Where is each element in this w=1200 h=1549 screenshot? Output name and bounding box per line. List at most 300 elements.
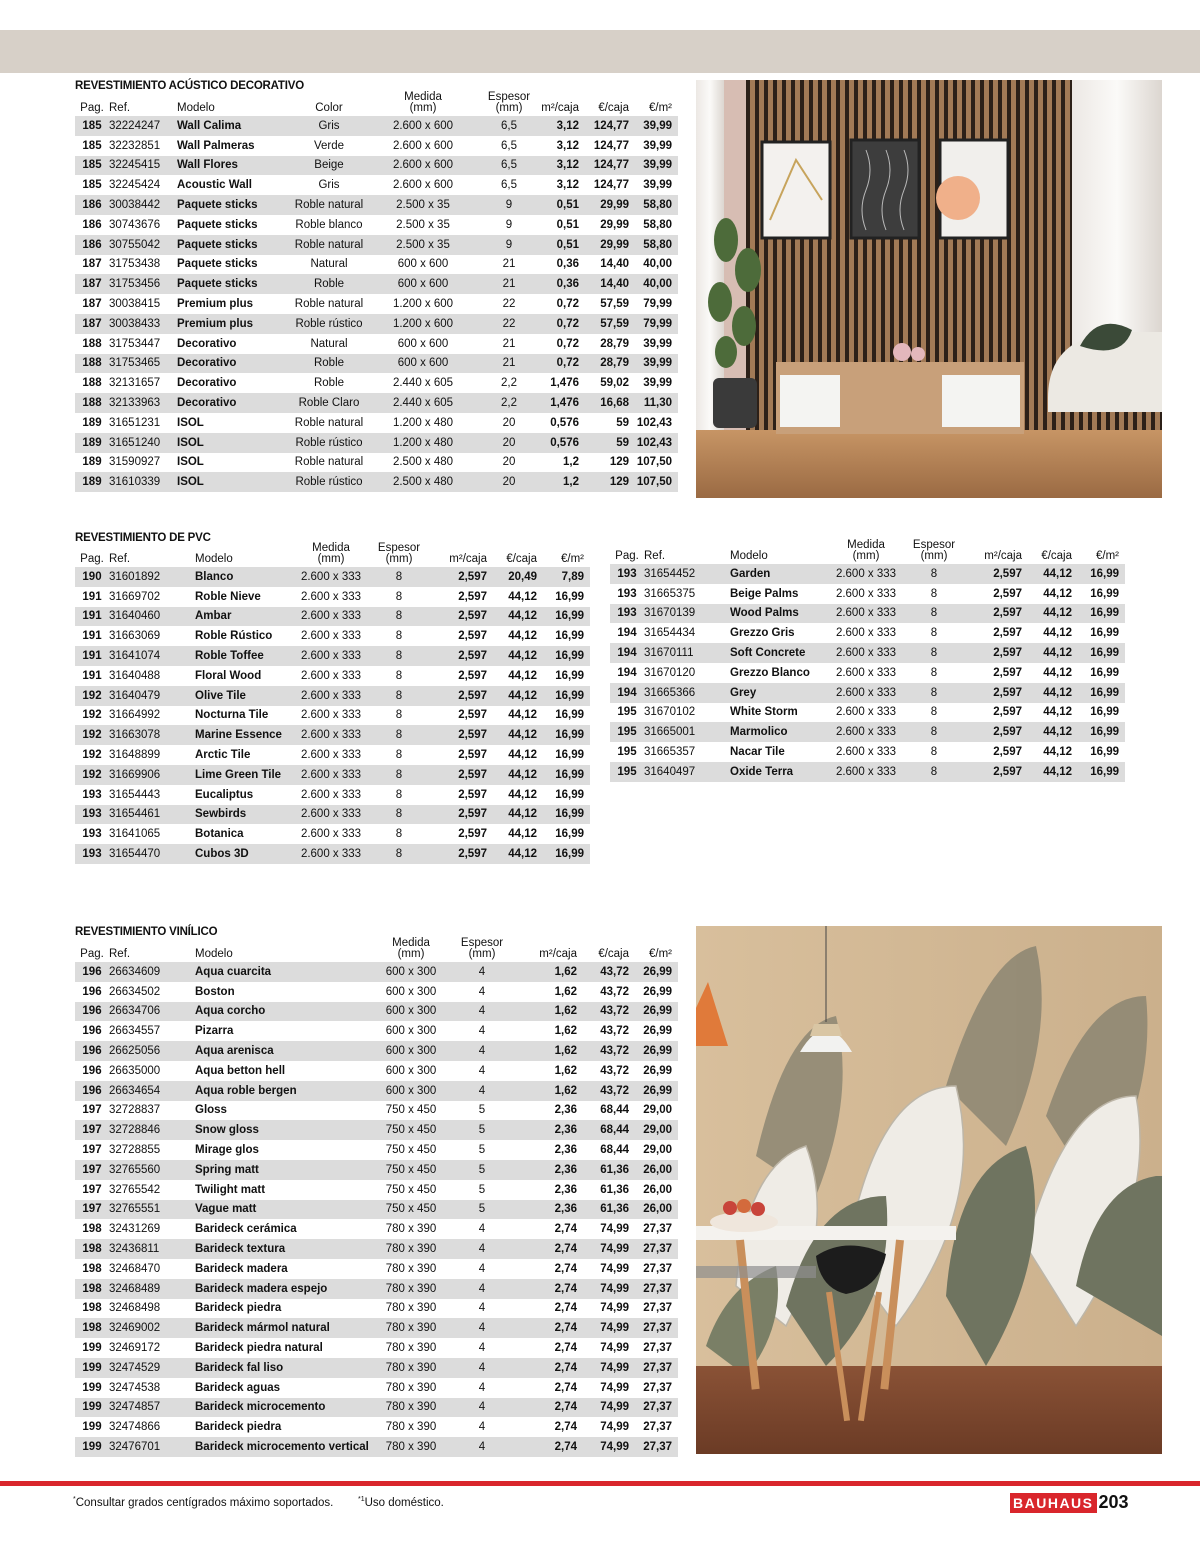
table-cell: 31654443 — [109, 788, 161, 801]
table-cell: 2.440 x 605 — [369, 393, 477, 413]
table-cell: 195 — [610, 762, 644, 782]
table-cell: 188 — [82, 377, 102, 390]
table-cell: 198 — [82, 1262, 102, 1275]
table-cell: 27,37 — [629, 1358, 678, 1378]
table-cell: 780 x 390 — [373, 1437, 449, 1457]
table-cell: 124,77 — [593, 179, 629, 192]
table-cell: 193 — [610, 604, 644, 624]
table-cell: Premium plus — [177, 298, 254, 311]
table-cell: Barideck cerámica — [195, 1223, 297, 1236]
footnote-domestic: $^{*1}$Uso doméstico. — [358, 1496, 444, 1509]
table-cell: 2,597 — [964, 683, 1022, 703]
col-medida: Medida (mm) — [392, 937, 430, 960]
table-cell: 26,99 — [643, 1025, 672, 1038]
table-cell: Gris — [318, 179, 340, 192]
table-cell: 188 — [82, 337, 102, 350]
table-cell: 8 — [904, 683, 964, 703]
table-cell: 31601892 — [109, 567, 195, 587]
table-cell: 188 — [75, 354, 109, 374]
table-cell: 600 x 600 — [397, 258, 449, 271]
table-cell: 0,72 — [556, 337, 579, 350]
table-cell: 7,89 — [537, 567, 590, 587]
table-cell: 2,597 — [429, 686, 487, 706]
table-cell: 30755042 — [109, 235, 177, 255]
table-cell: Barideck mármol natural — [195, 1318, 373, 1338]
table-cell: 5 — [449, 1120, 515, 1140]
table-cell: 30038433 — [109, 314, 177, 334]
table-cell: 2,597 — [964, 604, 1022, 624]
col-m2: m²/caja — [984, 550, 1022, 562]
table-cell: Nacar Tile — [730, 746, 785, 759]
table-cell: 2.600 x 333 — [300, 749, 362, 762]
table-cell: 3,12 — [556, 179, 579, 192]
table-cell: 2.600 x 333 — [835, 627, 897, 640]
table-cell: 2.500 x 480 — [369, 472, 477, 492]
table-cell: 39,99 — [629, 354, 678, 374]
table-cell: 16,99 — [537, 725, 590, 745]
table-row — [75, 626, 590, 646]
col-ecaja: €/caja — [1041, 550, 1072, 562]
section-title-acoustic: REVESTIMIENTO ACÚSTICO DECORATIVO — [75, 80, 304, 92]
table-cell: 32431269 — [109, 1223, 161, 1236]
table-cell: 2,2 — [501, 377, 517, 390]
table-cell: 8 — [930, 666, 938, 679]
table-row — [75, 982, 678, 1002]
table-cell: 26635000 — [109, 1064, 161, 1077]
table-cell: 16,99 — [1072, 604, 1125, 624]
footer-divider — [0, 1481, 1200, 1486]
table-cell: 2,597 — [993, 627, 1022, 640]
table-cell: 44,12 — [1043, 706, 1072, 719]
table-cell: Natural — [310, 337, 348, 350]
table-cell: 107,50 — [629, 472, 678, 492]
table-cell: 193 — [82, 828, 102, 841]
table-cell: 2.600 x 600 — [392, 139, 454, 152]
table-row — [75, 1200, 678, 1220]
table-cell: 2.600 x 333 — [828, 643, 904, 663]
table-cell: Roble natural — [289, 235, 369, 255]
table-row — [75, 1081, 678, 1101]
table-cell: Blanco — [195, 567, 293, 587]
table-cell: 29,00 — [643, 1104, 672, 1117]
table-cell: 31665375 — [644, 587, 696, 600]
table-cell: 74,99 — [577, 1318, 629, 1338]
table-cell: Boston — [195, 985, 235, 998]
table-cell: 43,72 — [577, 1041, 629, 1061]
table-cell: 187 — [75, 274, 109, 294]
table-cell: Oxide Terra — [730, 762, 828, 782]
table-cell: 14,40 — [600, 258, 629, 271]
col-pag: Pag. — [615, 550, 639, 562]
table-cell: 8 — [904, 722, 964, 742]
table-cell: 32476701 — [109, 1437, 195, 1457]
table-cell: 16,99 — [1072, 762, 1125, 782]
table-cell: 8 — [369, 844, 429, 864]
table-cell: 193 — [75, 805, 109, 825]
table-cell: 16,68 — [579, 393, 629, 413]
table-cell: 2,36 — [554, 1104, 577, 1117]
table-cell: 44,12 — [1022, 722, 1072, 742]
table-cell: 8 — [930, 587, 938, 600]
table-cell: 196 — [82, 1025, 102, 1038]
table-cell: 16,99 — [1072, 643, 1125, 663]
table-cell: 4 — [478, 1223, 486, 1236]
table-cell: 199 — [75, 1398, 109, 1418]
table-cell: Barideck aguas — [195, 1381, 281, 1394]
table-cell: 8 — [369, 607, 429, 627]
table-cell: 31669906 — [109, 765, 195, 785]
table-cell: 2,36 — [554, 1183, 577, 1196]
col-pag: Pag. — [80, 102, 104, 114]
table-cell: Wall Palmeras — [177, 139, 255, 152]
table-cell: 1,62 — [515, 1081, 577, 1101]
table-row — [75, 136, 678, 156]
table-row — [75, 453, 678, 473]
section-title-pvc: REVESTIMIENTO DE PVC — [75, 532, 211, 544]
table-cell: 192 — [82, 749, 102, 762]
table-cell: 4 — [449, 1358, 515, 1378]
table-cell: 780 x 390 — [385, 1262, 437, 1275]
table-cell: Twilight matt — [195, 1183, 266, 1196]
col-modelo: Modelo — [730, 550, 768, 562]
table-cell: 600 x 600 — [397, 337, 449, 350]
table-cell: Verde — [313, 139, 345, 152]
table-cell: 31651231 — [109, 416, 161, 429]
table-cell: 16,99 — [1090, 706, 1119, 719]
table-cell: 27,37 — [629, 1279, 678, 1299]
table-cell: 780 x 390 — [373, 1398, 449, 1418]
table-cell: Roble rústico — [289, 314, 369, 334]
table-cell: 4 — [449, 1437, 515, 1457]
table-row — [75, 646, 590, 666]
table-cell: 1,62 — [515, 1041, 577, 1061]
table-cell: 0,36 — [556, 258, 579, 271]
table-cell: Paquete sticks — [177, 218, 258, 231]
table-cell: 28,79 — [600, 337, 629, 350]
col-pag: Pag. — [80, 553, 104, 565]
col-ecaja: €/caja — [506, 553, 537, 565]
table-cell: 31664992 — [109, 709, 161, 722]
table-cell: 750 x 450 — [373, 1200, 449, 1220]
table-cell: Roble blanco — [295, 218, 363, 231]
table-cell: 39,99 — [629, 116, 678, 136]
table-cell: 1.200 x 600 — [392, 298, 454, 311]
table-cell: 2.600 x 333 — [828, 722, 904, 742]
pvc-table-right — [610, 540, 1125, 782]
col-ref: Ref. — [109, 948, 131, 960]
table-cell: 1,62 — [554, 985, 577, 998]
table-cell: 26634557 — [109, 1025, 161, 1038]
table-cell: 2.600 x 333 — [300, 669, 362, 682]
table-cell: ISOL — [177, 433, 289, 453]
table-cell: 750 x 450 — [385, 1183, 437, 1196]
table-cell: 2,597 — [964, 762, 1022, 782]
table-cell: 61,36 — [577, 1160, 629, 1180]
table-cell: 32245415 — [109, 156, 177, 176]
table-cell: 31648899 — [109, 749, 161, 762]
table-cell: 194 — [617, 666, 637, 679]
table-cell: 39,99 — [643, 337, 672, 350]
acoustic-table — [75, 92, 678, 492]
table-cell: 44,12 — [1043, 587, 1072, 600]
table-cell: White Storm — [730, 706, 798, 719]
table-cell: 32469002 — [109, 1318, 195, 1338]
table-cell: 32468489 — [109, 1279, 195, 1299]
col-em2: €/m² — [649, 102, 672, 114]
table-row — [75, 785, 590, 805]
table-cell: 107,50 — [636, 456, 672, 469]
table-cell: 780 x 390 — [373, 1318, 449, 1338]
table-cell: Aqua arenisca — [195, 1041, 373, 1061]
table-row — [610, 584, 1125, 604]
table-cell: 185 — [75, 116, 109, 136]
table-cell: Barideck piedra — [195, 1302, 282, 1315]
table-cell: 2.600 x 333 — [828, 604, 904, 624]
table-cell: 2.600 x 333 — [300, 590, 362, 603]
table-cell: 31640488 — [109, 669, 161, 682]
table-cell: 9 — [505, 218, 513, 231]
table-cell: 4 — [478, 1302, 486, 1315]
col-em2: €/m² — [561, 553, 584, 565]
table-cell: 43,72 — [577, 1002, 629, 1022]
top-band — [0, 30, 1200, 73]
table-cell: 4 — [449, 1041, 515, 1061]
table-cell: 44,12 — [1022, 604, 1072, 624]
table-cell: 199 — [75, 1437, 109, 1457]
table-cell: 8 — [369, 765, 429, 785]
table-cell: Roble natural — [294, 298, 364, 311]
table-cell: 2.600 x 333 — [293, 844, 369, 864]
table-cell: 74,99 — [577, 1239, 629, 1259]
table-cell: 196 — [75, 1081, 109, 1101]
table-cell: 2.500 x 35 — [369, 235, 477, 255]
table-cell: 16,99 — [1090, 746, 1119, 759]
table-cell: 74,99 — [600, 1262, 629, 1275]
table-cell: 68,44 — [600, 1144, 629, 1157]
table-cell: 102,43 — [629, 433, 678, 453]
table-cell: 26634654 — [109, 1081, 195, 1101]
table-cell: 195 — [610, 722, 644, 742]
table-cell: 44,12 — [1043, 666, 1072, 679]
table-cell: 8 — [930, 746, 938, 759]
table-cell: 1,62 — [554, 1025, 577, 1038]
table-row — [75, 235, 678, 255]
table-cell: 2.600 x 333 — [293, 765, 369, 785]
table-cell: 189 — [82, 416, 102, 429]
table-cell: 44,12 — [508, 709, 537, 722]
table-cell: Roble Nieve — [195, 590, 261, 603]
table-cell: 32765551 — [109, 1200, 195, 1220]
table-cell: 44,12 — [508, 590, 537, 603]
table-cell: 2.600 x 600 — [369, 156, 477, 176]
table-cell: 8 — [369, 646, 429, 666]
table-cell: 600 x 300 — [373, 1041, 449, 1061]
table-cell: 2,597 — [993, 746, 1022, 759]
table-cell: 26625056 — [109, 1041, 195, 1061]
table-row — [75, 1160, 678, 1180]
table-cell: 27,37 — [643, 1223, 672, 1236]
table-cell: 21 — [477, 274, 541, 294]
table-cell: 43,72 — [600, 1064, 629, 1077]
table-cell: 1,62 — [515, 1002, 577, 1022]
col-color: Color — [315, 102, 343, 114]
table-cell: 8 — [369, 686, 429, 706]
table-cell: 31590927 — [109, 456, 161, 469]
table-row — [75, 1358, 678, 1378]
table-cell: 4 — [449, 1002, 515, 1022]
table-row — [75, 1318, 678, 1338]
table-cell: 1,476 — [550, 377, 579, 390]
table-cell: 197 — [82, 1183, 102, 1196]
table-cell: 0,36 — [541, 274, 579, 294]
table-cell: 186 — [75, 195, 109, 215]
table-cell: Arctic Tile — [195, 749, 251, 762]
brand-name: BAUHAUS — [1010, 1493, 1097, 1513]
table-cell: 8 — [369, 567, 429, 587]
table-cell: 185 — [82, 179, 102, 192]
table-cell: Aqua corcho — [195, 1002, 373, 1022]
table-cell: Marmolico — [730, 722, 828, 742]
table-cell: 16,99 — [1072, 722, 1125, 742]
table-cell: 193 — [617, 587, 637, 600]
table-cell: 1.200 x 480 — [369, 433, 477, 453]
table-cell: 31670111 — [644, 643, 730, 663]
table-cell: 27,37 — [643, 1342, 672, 1355]
table-cell: Wood Palms — [730, 604, 828, 624]
col-pag: Pag. — [80, 948, 104, 960]
table-cell: 21 — [502, 258, 516, 271]
table-row — [75, 745, 590, 765]
table-cell: 2,597 — [964, 564, 1022, 584]
table-row — [75, 373, 678, 393]
table-cell: Snow gloss — [195, 1120, 373, 1140]
table-cell: 600 x 300 — [385, 985, 437, 998]
table-cell: 197 — [75, 1160, 109, 1180]
table-cell: 20 — [477, 433, 541, 453]
table-cell: 16,99 — [537, 765, 590, 785]
table-cell: 192 — [75, 765, 109, 785]
table-cell: 31641074 — [109, 646, 195, 666]
table-row — [75, 1219, 678, 1239]
table-cell: 58,80 — [643, 218, 672, 231]
table-cell: 27,37 — [629, 1239, 678, 1259]
table-cell: 32765560 — [109, 1160, 195, 1180]
table-cell: 44,12 — [487, 805, 537, 825]
table-row — [75, 1180, 678, 1200]
table-cell: Roble natural — [294, 416, 364, 429]
table-cell: 44,12 — [508, 828, 537, 841]
table-cell: 16,99 — [555, 630, 584, 643]
table-row — [75, 1378, 678, 1398]
table-cell: 2,597 — [429, 725, 487, 745]
table-cell: 29,99 — [600, 218, 629, 231]
table-cell: 780 x 390 — [373, 1358, 449, 1378]
table-cell: 198 — [82, 1223, 102, 1236]
table-cell: Aqua roble bergen — [195, 1081, 373, 1101]
table-row — [75, 116, 678, 136]
table-cell: 8 — [395, 709, 403, 722]
table-cell: 26,00 — [629, 1200, 678, 1220]
table-cell: Roble Toffee — [195, 646, 293, 666]
col-modelo: Modelo — [177, 102, 215, 114]
table-cell: 2,597 — [458, 590, 487, 603]
col-ecaja: €/caja — [598, 948, 629, 960]
table-cell: 16,99 — [537, 686, 590, 706]
table-row — [610, 623, 1125, 643]
table-cell: Soft Concrete — [730, 643, 828, 663]
table-cell: 2,597 — [429, 607, 487, 627]
table-cell: 4 — [449, 1239, 515, 1259]
col-medida: Medida (mm) — [847, 539, 885, 562]
table-cell: 74,99 — [600, 1302, 629, 1315]
table-cell: 6,5 — [477, 156, 541, 176]
table-cell: 31654452 — [644, 564, 730, 584]
table-cell: 2,74 — [554, 1262, 577, 1275]
table-cell: Beige — [289, 156, 369, 176]
table-cell: 31640460 — [109, 607, 195, 627]
table-cell: ISOL — [177, 456, 204, 469]
table-cell: 16,99 — [537, 646, 590, 666]
table-cell: 27,37 — [643, 1381, 672, 1394]
table-cell: 26634502 — [109, 985, 161, 998]
table-cell: 197 — [75, 1120, 109, 1140]
table-cell: 199 — [82, 1342, 102, 1355]
table-row — [75, 1279, 678, 1299]
table-cell: 189 — [75, 433, 109, 453]
table-cell: 2,597 — [964, 643, 1022, 663]
table-cell: 39,99 — [643, 179, 672, 192]
table-row — [75, 413, 678, 433]
table-cell: 2.600 x 600 — [392, 179, 454, 192]
table-cell: Sewbirds — [195, 805, 293, 825]
table-row — [610, 722, 1125, 742]
table-cell: 44,12 — [1043, 627, 1072, 640]
table-cell: 199 — [82, 1381, 102, 1394]
table-cell: 16,99 — [555, 749, 584, 762]
table-cell: 2.600 x 333 — [828, 683, 904, 703]
table-cell: 29,99 — [579, 235, 629, 255]
table-row — [75, 1417, 678, 1437]
table-cell: Garden — [730, 564, 828, 584]
table-cell: Eucaliptus — [195, 788, 254, 801]
col-ref: Ref. — [644, 550, 666, 562]
table-cell: 198 — [75, 1279, 109, 1299]
table-cell: 32728837 — [109, 1104, 161, 1117]
table-cell: 32474866 — [109, 1421, 161, 1434]
table-cell: 2.500 x 480 — [392, 456, 454, 469]
table-cell: 16,99 — [1072, 683, 1125, 703]
table-cell: 32728855 — [109, 1144, 161, 1157]
table-cell: 28,79 — [579, 354, 629, 374]
table-cell: 43,72 — [600, 1025, 629, 1038]
table-cell: 29,00 — [629, 1120, 678, 1140]
table-cell: 74,99 — [577, 1358, 629, 1378]
table-cell: 780 x 390 — [385, 1302, 437, 1315]
col-espesor: Espesor (mm) — [460, 937, 504, 960]
table-cell: 2,74 — [515, 1239, 577, 1259]
table-row — [75, 725, 590, 745]
table-cell: 79,99 — [629, 314, 678, 334]
table-cell: Grezzo Gris — [730, 627, 795, 640]
table-cell: 129 — [579, 472, 629, 492]
table-cell: 31753447 — [109, 337, 161, 350]
table-cell: 2.600 x 333 — [293, 607, 369, 627]
table-row — [75, 294, 678, 314]
table-cell: 59 — [579, 433, 629, 453]
table-cell: 192 — [82, 709, 102, 722]
table-cell: Roble — [289, 274, 369, 294]
table-cell: 2.600 x 333 — [300, 630, 362, 643]
